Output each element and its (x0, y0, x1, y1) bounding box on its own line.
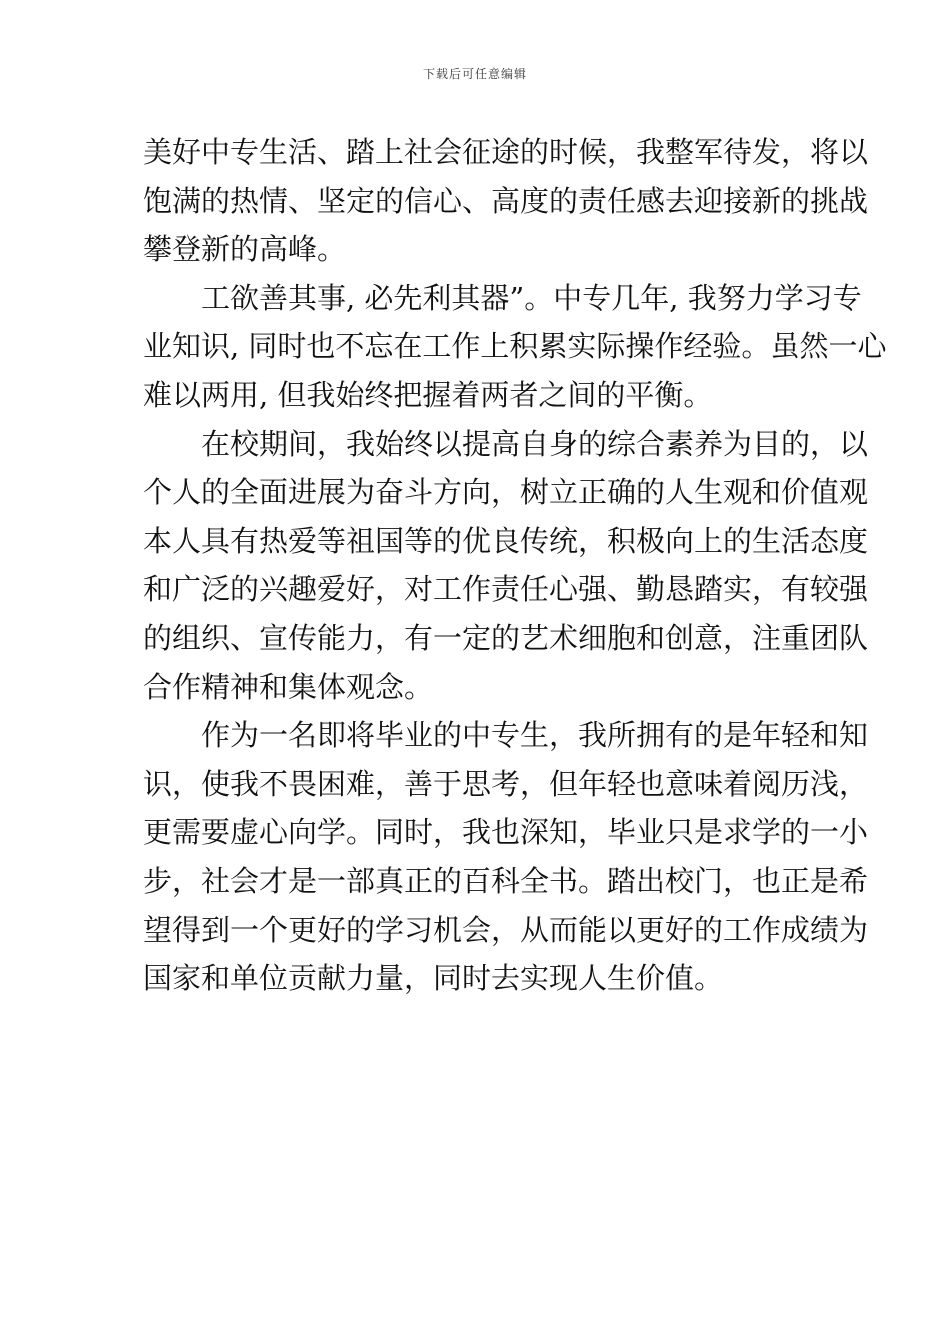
text-line: 国家和单位贡献力量，同时去实现人生价值。 (143, 961, 724, 996)
text-line: 工欲善其事, 必先利其器”。中专几年, 我努力学习专 (201, 280, 862, 315)
text-line: 难以两用, 但我始终把握着两者之间的平衡。 (143, 377, 713, 412)
header-note: 下载后可任意编辑 (422, 67, 527, 81)
paragraph-3 (143, 420, 869, 712)
text-line: 步，社会才是一部真正的百科全书。踏出校门，也正是希 (143, 863, 869, 898)
document-body (143, 128, 887, 1003)
text-line: 的组织、宣传能力，有一定的艺术细胞和创意，注重团队 (143, 620, 869, 655)
text-line: 业知识, 同时也不忘在工作上积累实际操作经验。虽然一心 (143, 329, 887, 364)
text-line: 个人的全面进展为奋斗方向，树立正确的人生观和价值观 (143, 475, 869, 510)
text-line: 本人具有热爱等祖国等的优良传统，积极向上的生活态度 (143, 523, 869, 558)
text-line: 望得到一个更好的学习机会，从而能以更好的工作成绩为 (143, 912, 869, 947)
paragraph-2 (143, 274, 887, 420)
text-line: 饱满的热情、坚定的信心、高度的责任感去迎接新的挑战 (143, 183, 869, 218)
text-line: 和广泛的兴趣爱好，对工作责任心强、勤恳踏实，有较强 (143, 572, 869, 607)
text-line: 美好中专生活、踏上社会征途的时候，我整军待发，将以 (143, 135, 869, 169)
paragraph-1 (143, 128, 869, 274)
text-line: 更需要虚心向学。同时，我也深知，毕业只是求学的一小 (143, 815, 869, 850)
text-line: 在校期间，我始终以提高自身的综合素养为目的，以 (201, 426, 869, 461)
text-line: 作为一名即将毕业的中专生，我所拥有的是年轻和知 (201, 718, 869, 753)
paragraph-4 (143, 711, 869, 1003)
text-line: 识，使我不畏困难，善于思考，但年轻也意味着阅历浅， (143, 766, 869, 801)
text-line: 攀登新的高峰。 (143, 232, 347, 267)
text-line: 合作精神和集体观念。 (143, 669, 434, 704)
